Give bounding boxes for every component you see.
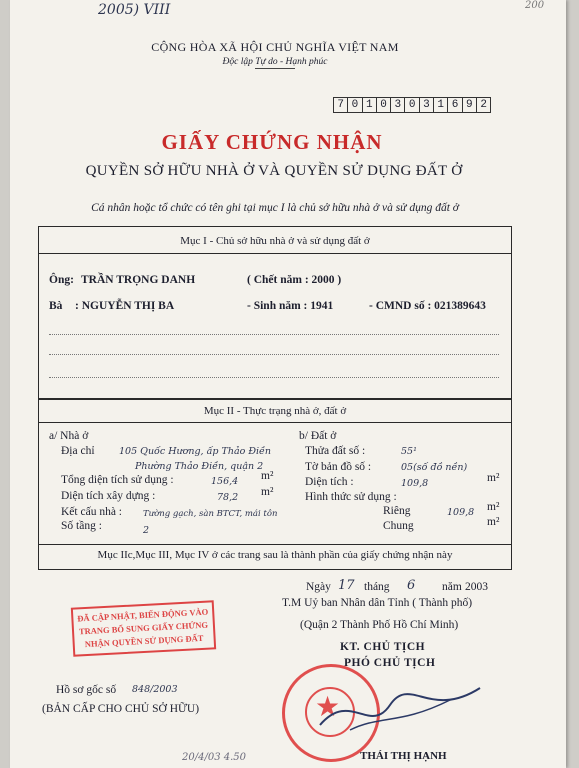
stamp-line: TRANG BỔ SUNG GIẤY CHỨNG bbox=[78, 619, 209, 637]
handwritten-corner-number: 200 bbox=[525, 0, 545, 11]
structure-label: Kết cấu nhà : bbox=[61, 506, 122, 518]
date-day-label: Ngày bbox=[306, 581, 331, 593]
dotted-line bbox=[49, 334, 499, 335]
address-value: 105 Quốc Hương, ấp Thảo Điền bbox=[119, 446, 272, 457]
dotted-line bbox=[49, 354, 499, 355]
build-area-label: Diện tích xây dựng : bbox=[61, 490, 156, 502]
motto: Độc lập Tự do - Hạnh phúc bbox=[222, 57, 328, 67]
owner1-note: ( Chết năm : 2000 ) bbox=[247, 274, 342, 286]
build-area-unit: m² bbox=[261, 486, 274, 498]
serial-digit: 3 bbox=[419, 97, 433, 113]
authority-line2: (Quận 2 Thành Phố Hồ Chí Minh) bbox=[300, 619, 459, 631]
structure-value: Tường gạch, sàn BTCT, mái tôn bbox=[143, 509, 278, 519]
certificate-title: GIẤY CHỨNG NHẬN bbox=[161, 130, 383, 154]
serial-digit: 3 bbox=[390, 97, 404, 113]
serial-digit: 1 bbox=[433, 97, 447, 113]
date-month-label: tháng bbox=[364, 581, 390, 593]
date-month: 6 bbox=[407, 578, 416, 593]
serial-digit: 2 bbox=[476, 97, 491, 113]
address-label: Địa chỉ bbox=[61, 445, 95, 457]
footer-note: Mục IIc,Mục III, Mục IV ở các trang sau là thành phần của giấy chứng nhận này bbox=[97, 549, 453, 561]
map-sheet-value: 05(số đồ nền) bbox=[401, 462, 468, 473]
build-area-value: 78,2 bbox=[217, 492, 239, 503]
owner1-name: TRẦN TRỌNG DANH bbox=[81, 274, 196, 286]
section-property-heading: Mục II - Thực trạng nhà ở, đất ở bbox=[203, 405, 347, 417]
serial-digit: 0 bbox=[404, 97, 418, 113]
private-use-label: Riêng bbox=[383, 505, 411, 517]
copy-note: (BẢN CẤP CHO CHỦ SỞ HỮU) bbox=[42, 703, 200, 715]
parcel-label: Thửa đất số : bbox=[305, 445, 366, 457]
shared-use-label: Chung bbox=[383, 520, 414, 532]
owner1-label: Ông: bbox=[49, 274, 74, 286]
date-year: 2003 bbox=[465, 581, 488, 593]
star-icon: ★ bbox=[315, 692, 341, 723]
intro-text: Cá nhân hoặc tổ chức có tên ghi tại mục I là chủ sở hữu nhà ở và sử dụng đất ở bbox=[91, 202, 459, 214]
certificate-subtitle: QUYỀN SỞ HỮU NHÀ Ở VÀ QUYỀN SỬ DỤNG ĐẤT Ở bbox=[85, 163, 463, 179]
file-number-label: Hồ sơ gốc số bbox=[56, 684, 117, 696]
section-owner-heading: Mục I - Chủ sở hữu nhà ở và sử dụng đất ở bbox=[180, 235, 370, 247]
usage-label: Hình thức sử dụng : bbox=[305, 491, 397, 503]
vice-chairman: PHÓ CHỦ TỊCH bbox=[344, 657, 436, 669]
signer-name: THÁI THỊ HẠNH bbox=[360, 750, 447, 762]
handwritten-corner-note: 2005) VIII bbox=[98, 2, 171, 18]
bottom-handwritten-note: 20/4/03 4.50 bbox=[182, 752, 246, 763]
file-number-value: 848/2003 bbox=[132, 684, 178, 695]
house-heading: a/ Nhà ở bbox=[49, 430, 89, 442]
private-use-value: 109,8 bbox=[447, 507, 475, 518]
signature-scribble bbox=[310, 680, 490, 740]
serial-digit: 6 bbox=[447, 97, 461, 113]
certificate-page bbox=[10, 0, 566, 768]
serial-number-boxes bbox=[333, 97, 491, 113]
date-year-label: năm bbox=[442, 581, 462, 593]
serial-digit: 7 bbox=[333, 97, 347, 113]
serial-digit: 0 bbox=[376, 97, 390, 113]
serial-digit: 0 bbox=[347, 97, 361, 113]
stamp-line: ĐÃ CẬP NHẬT, BIẾN ĐỘNG VÀO bbox=[77, 606, 209, 624]
section-property bbox=[38, 398, 512, 570]
section-divider bbox=[39, 253, 511, 254]
floors-label: Số tầng : bbox=[61, 520, 102, 532]
stamp-line: NHẬN QUYỀN SỬ DỤNG ĐẤT bbox=[84, 632, 204, 650]
floors-value: 2 bbox=[143, 525, 150, 536]
country-header: CỘNG HÒA XÃ HỘI CHỦ NGHĨA VIỆT NAM bbox=[151, 40, 399, 54]
total-area-label: Tổng diện tích sử dụng : bbox=[61, 474, 174, 486]
date-day: 17 bbox=[338, 578, 355, 593]
owner2-name: : NGUYỄN THỊ BA bbox=[75, 300, 175, 312]
total-area-value: 156,4 bbox=[211, 476, 239, 487]
shared-use-unit: m² bbox=[487, 516, 500, 528]
total-area-unit: m² bbox=[261, 470, 274, 482]
owner2-id: - CMND số : 021389643 bbox=[369, 300, 486, 312]
serial-digit: 9 bbox=[462, 97, 476, 113]
address-value-line2: Phường Thảo Điền, quận 2 bbox=[135, 461, 264, 472]
motto-underline bbox=[255, 68, 295, 69]
update-stamp bbox=[71, 600, 216, 656]
section-owner bbox=[38, 226, 512, 400]
serial-digit: 1 bbox=[362, 97, 376, 113]
land-area-unit: m² bbox=[487, 472, 500, 484]
kt-chairman: KT. CHỦ TỊCH bbox=[340, 641, 426, 653]
land-heading: b/ Đất ở bbox=[299, 430, 337, 442]
owner2-label: Bà bbox=[49, 300, 63, 312]
dotted-line bbox=[49, 377, 499, 378]
land-area-value: 109,8 bbox=[401, 478, 429, 489]
section-divider bbox=[39, 422, 511, 423]
map-sheet-label: Tờ bản đồ số : bbox=[305, 461, 372, 473]
private-use-unit: m² bbox=[487, 501, 500, 513]
section-divider bbox=[39, 544, 511, 545]
authority-line1: T.M Uỷ ban Nhân dân Tỉnh ( Thành phố) bbox=[282, 597, 473, 609]
owner2-birth: - Sinh năm : 1941 bbox=[247, 300, 334, 312]
land-area-label: Diện tích : bbox=[305, 476, 354, 488]
parcel-value: 55¹ bbox=[401, 446, 417, 457]
